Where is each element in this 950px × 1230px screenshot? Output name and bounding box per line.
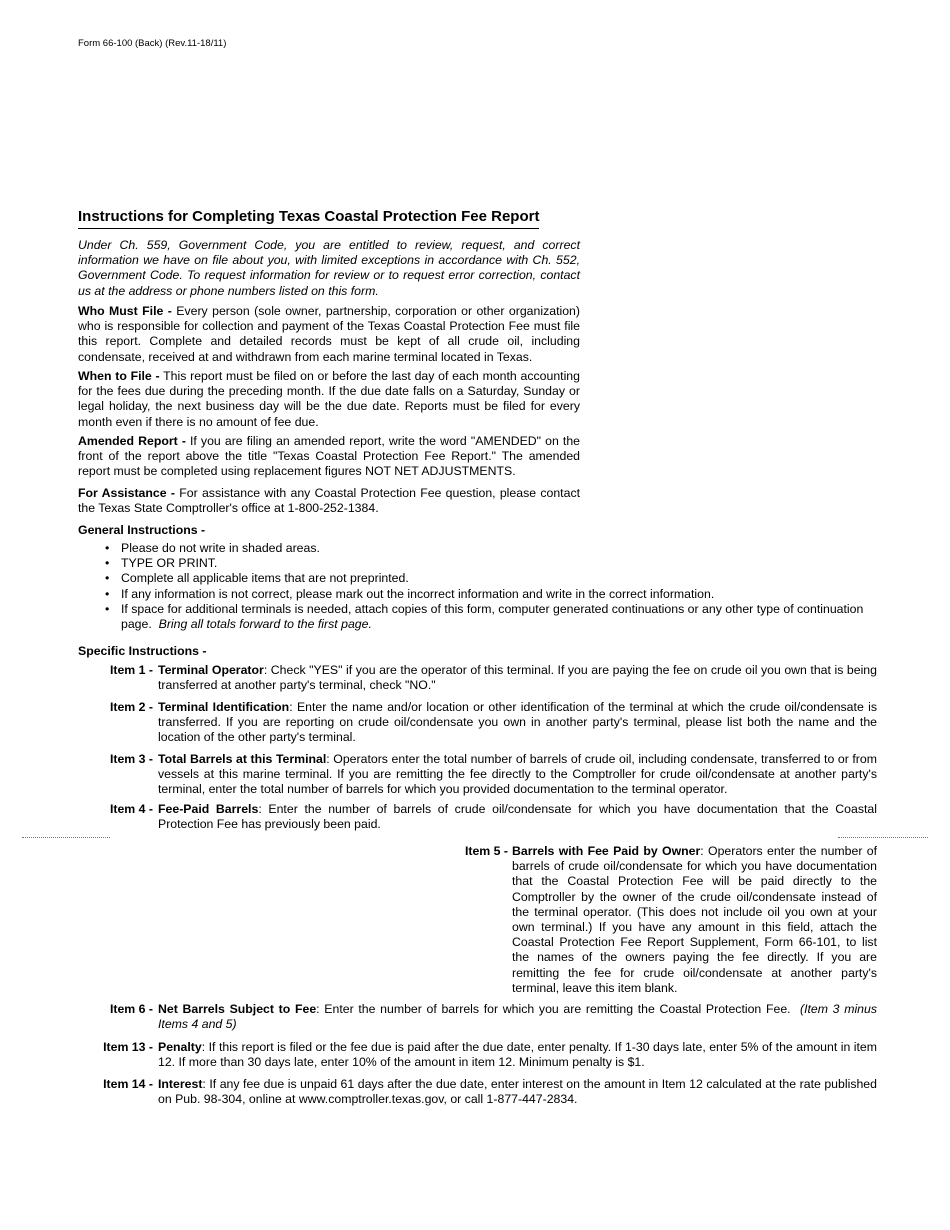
item-title: Terminal Operator <box>158 663 264 677</box>
bullet-text: Complete all applicable items that are not preprinted. <box>121 571 409 586</box>
who-must-file-section <box>78 304 580 365</box>
amended-report-section <box>78 434 580 480</box>
item-title: Net Barrels Subject to Fee <box>158 1002 317 1016</box>
list-item <box>78 541 878 556</box>
item-14 <box>0 1077 950 1107</box>
item-2 <box>0 700 950 746</box>
privacy-notice: Under Ch. 559, Government Code, you are entitled to review, request, and correct information we have on file about you, with limited exceptions in accordance with Ch. 552, Government Code. To request information for review or to request error correction, contact us at the address or phone numbers listed on this form. <box>78 238 580 298</box>
assistance-section <box>78 486 580 516</box>
item-text: : Check "YES" if you are the operator of this terminal. If you are paying the fee on crude oil you own that is being transferred at another party's terminal, check "NO." <box>158 663 877 693</box>
form-number: Form 66-100 (Back) (Rev.11-18/11) <box>78 38 227 49</box>
item-text: : Operators enter the total number of barrels of crude oil, including condensate, transferred to or from vessels at this marine terminal. If you are remitting the fee directly to the Comptroller for crude oil/condensate at another party's terminal, enter the total number of barrels for which you provided documentation to the terminal operator. <box>158 752 877 797</box>
assistance-heading: For Assistance - <box>78 486 175 500</box>
who-must-file-heading: Who Must File - <box>78 304 172 318</box>
when-to-file-heading: When to File - <box>78 369 160 383</box>
item-label: Item 14 - <box>103 1077 153 1091</box>
item-text: : Enter the name and/or location or other identification of the terminal at which the crude oil/condensate is transferred. If you are reporting on crude oil/condensate you own in another party's terminal, please list both the name and the location of the other party's terminal. <box>158 700 877 745</box>
item-text: : If any fee due is unpaid 61 days after the due date, enter interest on the amount in Item 12 calculated at the rate published on Pub. 98-304, online at www.comptroller.texas.gov, or call 1-877-447-2834. <box>158 1077 877 1107</box>
bullet-italic-note: Bring all totals forward to the first page. <box>158 617 372 632</box>
when-to-file-text: This report must be filed on or before the last day of each month accounting for the fees due during the preceding month. If the due date falls on a Saturday, Sunday or legal holiday, the next business day will be the due date. Reports must be filed for every month even if there is no amount of fee due. <box>78 369 580 429</box>
amended-report-heading: Amended Report - <box>78 434 186 448</box>
item-text: : If this report is filed or the fee due is paid after the due date, enter penalty. If 1-30 days late, enter 5% of the amount in item 12. If more than 30 days late, enter 10% of the amount in item 12. Minimum penalty is $1. <box>158 1040 877 1070</box>
item-label: Item 13 - <box>103 1040 153 1054</box>
item-italic-note: (Item 3 minus Items 4 and 5) <box>158 1002 877 1032</box>
item-title: Interest <box>158 1077 203 1091</box>
item-title: Barrels with Fee Paid by Owner <box>512 844 701 858</box>
item-title: Terminal Identification <box>158 700 290 714</box>
bullet-text: If any information is not correct, please mark out the incorrect information and write in the correct information. <box>121 586 715 601</box>
bullet-icon: • <box>105 541 110 555</box>
bullet-text: If space for additional terminals is needed, attach copies of this form, computer generated continuations or any other type of continuation page. <box>121 601 864 632</box>
item-1 <box>0 663 950 693</box>
when-to-file-section <box>78 369 580 430</box>
item-label: Item 4 - <box>109 802 153 816</box>
item-13 <box>0 1040 950 1070</box>
assistance-text: For assistance with any Coastal Protection Fee question, please contact the Texas State Comptroller's office at 1-800-252-1384. <box>78 486 581 516</box>
list-item <box>78 571 878 586</box>
fold-line-left <box>22 837 110 838</box>
item-label: Item 5 - <box>464 844 508 858</box>
item-title: Fee-Paid Barrels <box>158 802 259 816</box>
bullet-text: Please do not write in shaded areas. <box>121 541 320 555</box>
general-instructions-heading: General Instructions - <box>78 523 206 537</box>
item-3 <box>0 752 950 798</box>
item-title: Penalty <box>158 1040 202 1054</box>
list-item <box>78 556 878 571</box>
bullet-icon: • <box>105 586 110 601</box>
bullet-text: TYPE OR PRINT. <box>121 556 218 571</box>
item-label: Item 2 - <box>109 700 153 714</box>
item-4 <box>0 802 950 832</box>
list-item <box>78 602 878 632</box>
general-instructions-list <box>78 541 878 632</box>
bullet-icon: • <box>105 571 110 586</box>
bullet-icon: • <box>105 601 110 616</box>
item-text: : Operators enter the number of barrels of crude oil/condensate for which you have documentation that the Coastal Protection Fee will be paid directly to the Comptroller by the owner of the crude oil/condensate instead of the terminal operator. (This does not include oil you own at your own terminal.) If you have any amount in this field, attach the Coastal Protection Fee Report Supplement, Form 66-101, to list the names of the owners paying the fee directly. If you are remitting the fee for crude oil/condensate at another party's terminal, leave this item blank. <box>512 844 877 995</box>
item-title: Total Barrels at this Terminal <box>158 752 327 766</box>
item-5 <box>0 844 950 996</box>
list-item <box>78 587 878 602</box>
item-label: Item 1 - <box>109 663 153 677</box>
item-6 <box>0 1002 950 1032</box>
page-title: Instructions for Completing Texas Coastal Protection Fee Report <box>78 208 539 229</box>
item-label: Item 3 - <box>109 752 153 766</box>
specific-instructions-heading: Specific Instructions - <box>78 644 207 658</box>
amended-report-text: If you are filing an amended report, write the word "AMENDED" on the front of the report above the title "Texas Coastal Protection Fee Report." The amended report must be completed using replacement figures NOT NET ADJUSTMENTS. <box>78 434 580 479</box>
item-label: Item 6 - <box>109 1002 153 1016</box>
bullet-icon: • <box>105 556 110 571</box>
who-must-file-text: Every person (sole owner, partnership, corporation or other organization) who is responsible for collection and payment of the Texas Coastal Protection Fee must file this report. Complete and detailed records must be kept of all crude oil, including condensate, received at and withdrawn from each marine terminal located in Texas. <box>78 304 580 364</box>
fold-line-right <box>838 837 928 838</box>
item-text: : Enter the number of barrels of crude oil/condensate for which you have documentation that the Coastal Protection Fee has previously been paid. <box>158 802 877 832</box>
item-text: : Enter the number of barrels for which you are remitting the Coastal Protection Fee. <box>316 1002 791 1016</box>
